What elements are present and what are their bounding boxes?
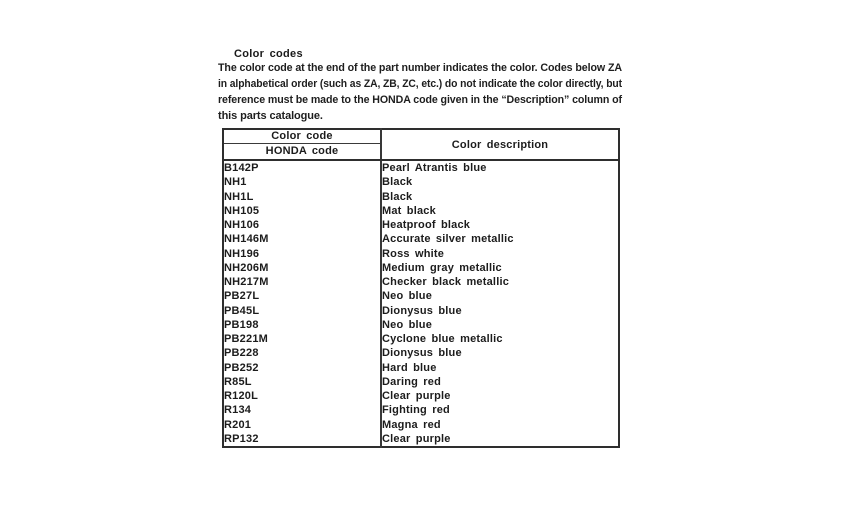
color-description-cell: Neo blue [382,290,433,303]
color-description-cell: Black [382,176,413,189]
table-row [223,403,619,417]
table-row [223,190,619,204]
honda-code-cell: R120L [223,389,381,403]
color-description-cell: Mat black [382,204,436,217]
honda-code-cell: PB221M [223,332,381,346]
color-description-cell: Neo blue [382,318,433,331]
color-description-cell: Pearl Atrantis blue [382,162,487,174]
table-row [223,418,619,432]
table-row [223,218,619,232]
honda-code-cell: NH1L [223,190,381,204]
table-row [223,389,619,403]
table-row [223,289,619,303]
table-row [223,361,619,375]
color-description-cell: Medium gray metallic [382,261,502,274]
color-table-body [223,160,619,447]
honda-code-cell: PB27L [223,289,381,303]
paragraph-line: this parts catalogue. [218,110,323,122]
color-description-cell: Black [382,190,413,203]
honda-code-cell: PB252 [223,361,381,375]
honda-code-cell: NH1 [223,175,381,189]
honda-code-cell: RP132 [223,432,381,447]
header-row-top [223,129,619,144]
color-description-cell: Clear purple [382,432,451,445]
table-row [223,204,619,218]
table-row [223,432,619,447]
honda-code-cell: R134 [223,403,381,417]
paragraph-line-wrapper [218,92,622,108]
table-row [223,160,619,175]
paragraph-line: in alphabetical order (such as ZA, ZB, ZC, etc.) do not indicate the color directly, but [218,78,622,90]
color-description-cell: Dionysus blue [382,304,462,317]
table-row [223,275,619,289]
table-row [223,346,619,360]
color-description-cell: Accurate silver metallic [382,233,514,246]
color-description-cell: Fighting red [382,404,450,417]
honda-code-cell: NH146M [223,232,381,246]
color-description-cell: Hard blue [382,361,437,374]
header-honda-code: HONDA code [223,144,381,161]
color-description-cell: Ross white [382,247,445,260]
table-row [223,375,619,389]
honda-code-cell: PB228 [223,346,381,360]
color-description-cell: Heatproof black [382,219,471,231]
honda-code-cell: PB45L [223,304,381,318]
honda-code-cell: B142P [223,160,381,175]
honda-code-cell: NH105 [223,204,381,218]
table-row [223,232,619,246]
paragraph-line: The color code at the end of the part number indicates the color. Codes below ZA [218,62,622,74]
table-row [223,247,619,261]
color-description-cell: Cyclone blue metallic [382,333,503,345]
color-description-cell: Magna red [382,418,441,431]
paragraph-line-wrapper [218,76,622,92]
honda-code-cell: NH206M [223,261,381,275]
honda-code-cell: NH217M [223,275,381,289]
color-description-cell: Daring red [382,375,442,388]
honda-code-cell: NH196 [223,247,381,261]
honda-code-cell: NH106 [223,218,381,232]
paragraph-line-wrapper [218,108,622,124]
table-row [223,261,619,275]
color-description-cell: Checker black metallic [382,276,510,288]
honda-code-cell: PB198 [223,318,381,332]
honda-code-cell: R85L [223,375,381,389]
paragraph-line-wrapper [218,60,622,76]
intro-paragraph [218,60,622,124]
color-description-cell: Dionysus blue [382,347,462,360]
color-codes-table [222,128,620,448]
table-row [223,318,619,332]
table-row [223,175,619,189]
color-table-header [223,129,619,160]
table-row [223,332,619,346]
header-color-description: Color description [381,129,619,160]
honda-code-cell: R201 [223,418,381,432]
table-row [223,304,619,318]
color-description-cell: Clear purple [382,390,451,402]
page-title: Color codes [234,48,303,60]
paragraph-line: reference must be made to the HONDA code given in the “Description” column of [218,94,622,106]
header-color-code: Color code [223,129,381,144]
